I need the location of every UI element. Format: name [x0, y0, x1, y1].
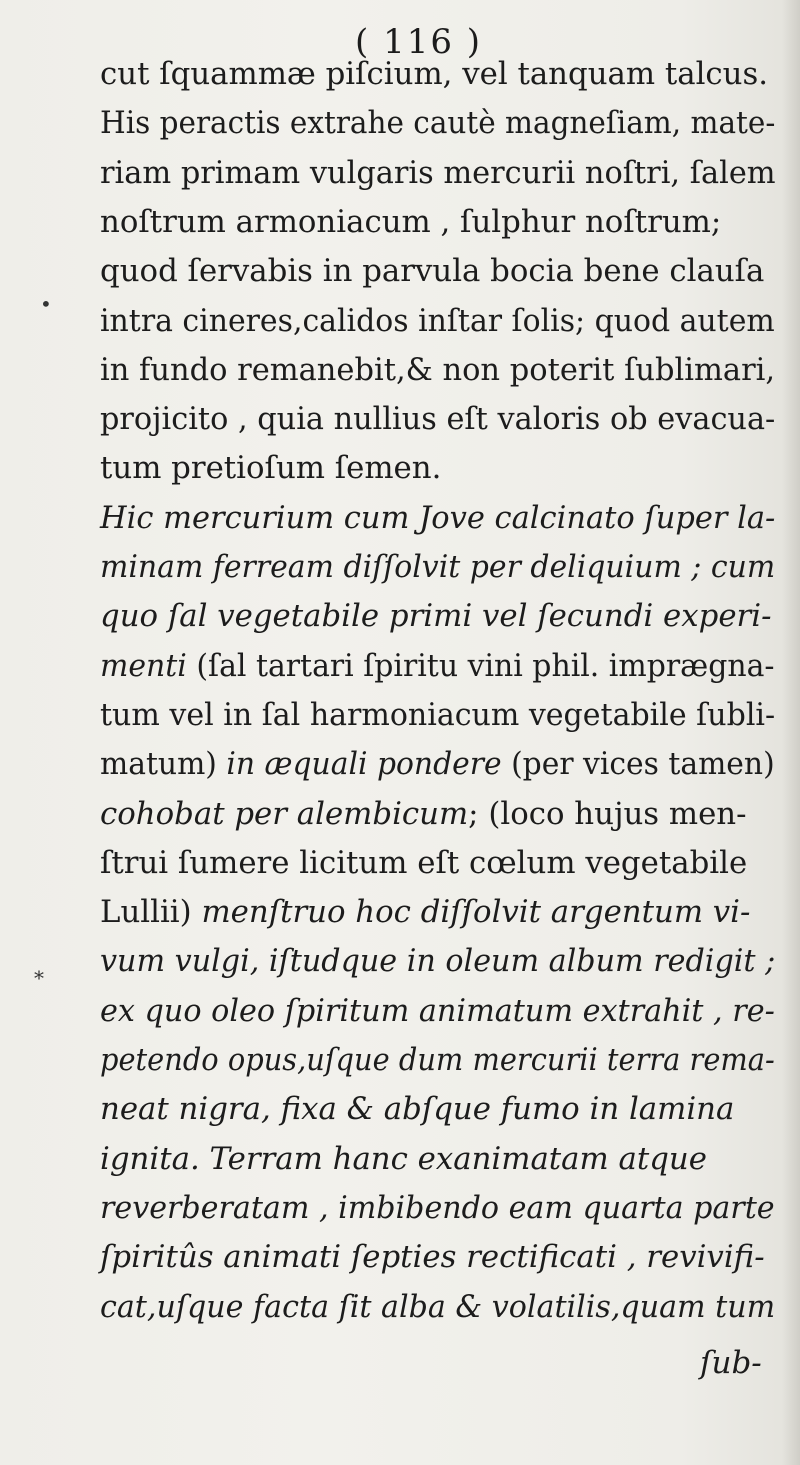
italic-text: minam ferream diſſolvit per deliquium ; cum — [100, 549, 776, 585]
roman-text: matum) — [100, 746, 227, 783]
italic-text: reverberatam , imbibendo eam quarta parte — [100, 1189, 775, 1226]
text-line — [100, 202, 775, 242]
text-line — [100, 596, 775, 636]
page-number: ( 116 ) — [355, 22, 483, 62]
italic-text: Hic mercurium cum Jove calcinato ſuper la- — [100, 499, 776, 536]
italic-text: in æquali pondere — [226, 746, 502, 783]
text-line — [100, 892, 775, 932]
italic-text: petendo opus,uſque dum mercurii terra rema- — [100, 1042, 775, 1078]
text-line — [100, 547, 776, 587]
italic-text: ex quo oleo ſpiritum animatum extrahit , re- — [100, 992, 775, 1029]
text-line — [100, 1139, 775, 1179]
text-line — [100, 843, 775, 883]
roman-text: quod ſervabis in parvula bocia bene clauſa — [100, 253, 765, 290]
roman-text: in fundo remanebit,& non poterit ſublimari, — [100, 351, 776, 388]
italic-text: ſpiritûs animati ſepties rectificati , revivifi- — [100, 1239, 765, 1276]
text-line — [100, 794, 775, 834]
text-line — [100, 1040, 775, 1080]
roman-text: noſtrum armoniacum , ſulphur noſtrum; — [100, 203, 722, 240]
roman-text: ſtrui ſumere licitum eſt cœlum vegetabile — [100, 844, 748, 881]
italic-text: cat,uſque facta ſit alba & volatilis,quam tum — [100, 1288, 776, 1325]
roman-text: cut ſquammæ piſcium, vel tanquam talcus. — [100, 56, 769, 92]
text-line — [100, 54, 775, 94]
catchword: ſub- — [700, 1345, 762, 1381]
roman-text: riam primam vulgaris mercurii noſtri, ſalem — [100, 154, 776, 191]
text-line — [100, 941, 776, 981]
text-line — [100, 1287, 776, 1327]
text-line — [100, 153, 776, 193]
italic-text: vum vulgi, iſtudque in oleum album redigit ; — [100, 943, 776, 980]
italic-text: quo ſal vegetabile primi vel ſecundi experi- — [100, 598, 772, 635]
italic-text: neat nigra, fixa & abſque fumo in lamina — [100, 1091, 735, 1128]
text-line — [100, 350, 776, 390]
roman-text: Lullii) — [100, 894, 202, 931]
roman-text: tum vel in ſal harmoniacum vegetabile ſubli- — [100, 696, 776, 733]
roman-text: (ſal tartari ſpiritu vini phil. imprægna- — [186, 647, 775, 684]
italic-text: cohobat per alembicum — [100, 795, 469, 832]
text-line — [100, 1237, 775, 1277]
roman-text: tum pretioſum ſemen. — [100, 450, 442, 487]
text-line — [100, 103, 776, 143]
roman-text: His peractis extrahe cautè magneſiam, mate- — [100, 105, 776, 142]
text-line — [100, 448, 775, 488]
text-line — [100, 301, 775, 341]
text-line — [100, 498, 776, 538]
margin-marker-dot: • — [40, 292, 52, 316]
text-line — [100, 1188, 775, 1228]
text-line — [100, 744, 775, 784]
roman-text: projicito , quia nullius eſt valoris ob evacua- — [100, 401, 776, 438]
text-line — [100, 646, 775, 686]
text-line — [100, 991, 775, 1031]
text-line — [100, 399, 776, 439]
italic-text: ignita. Terram hanc exanimatam atque — [100, 1140, 707, 1177]
text-line — [100, 695, 776, 735]
italic-text: menti — [100, 647, 187, 684]
italic-text: menſtruo hoc diſſolvit argentum vi- — [201, 894, 751, 931]
text-line — [100, 1089, 775, 1129]
page-edge-shadow — [782, 0, 800, 1465]
margin-marker-asterisk: * — [34, 966, 44, 990]
roman-text: (per vices tamen) — [501, 746, 775, 783]
text-line — [100, 251, 775, 291]
roman-text: intra cineres,calidos inſtar ſolis; quod autem — [100, 302, 775, 339]
roman-text: ; (loco hujus men- — [468, 795, 747, 832]
